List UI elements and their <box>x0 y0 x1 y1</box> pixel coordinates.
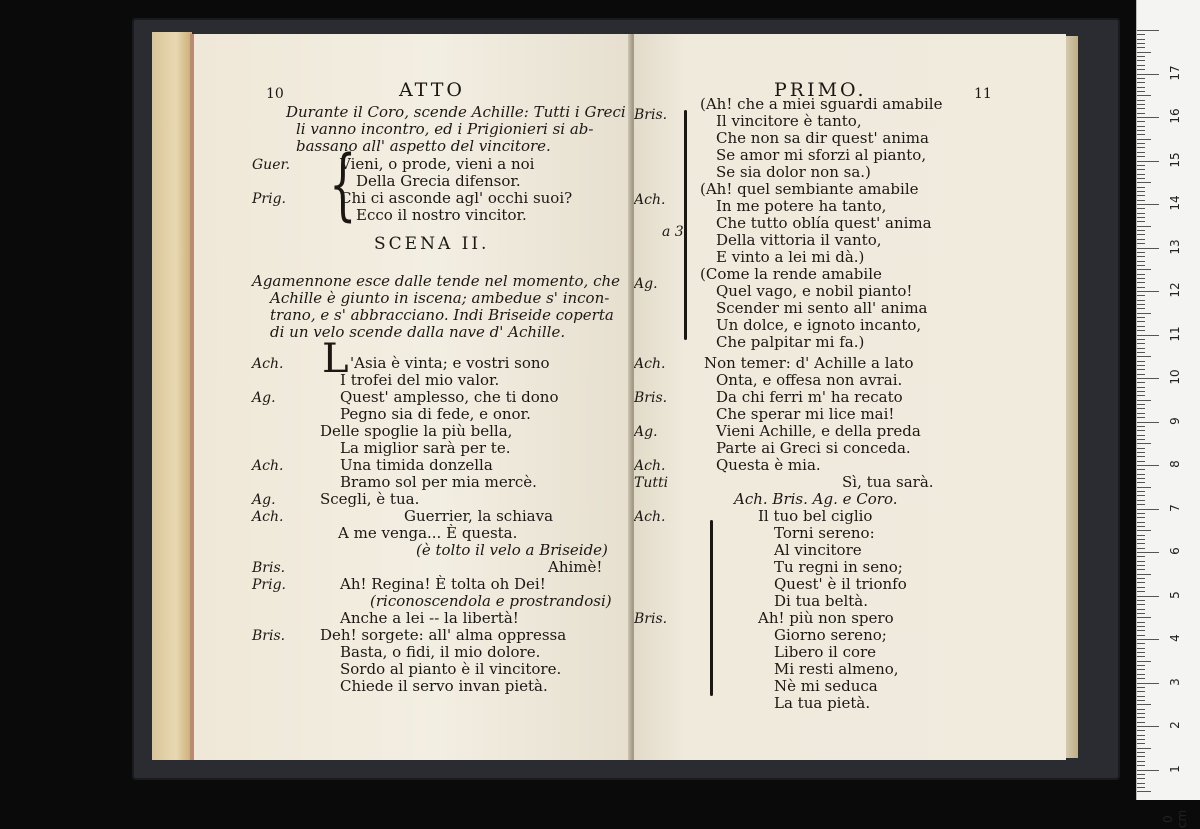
ruler-tick <box>1137 604 1145 605</box>
ruler-tick <box>1137 130 1145 131</box>
ruler-number: 2 <box>1168 721 1182 729</box>
ruler-tick <box>1137 474 1145 475</box>
ruler-tick <box>1137 622 1145 623</box>
ruler-tick <box>1137 735 1145 736</box>
ruler-tick <box>1137 117 1159 118</box>
ruler-tick <box>1137 700 1145 701</box>
ruler-tick <box>1137 526 1145 527</box>
ruler-tick <box>1137 339 1145 340</box>
ruler-tick <box>1137 221 1145 222</box>
ruler-tick <box>1137 495 1145 496</box>
ruler-tick <box>1137 513 1145 514</box>
ruler-tick <box>1137 30 1159 31</box>
verse-line: Delle spoglie la più bella, <box>320 422 513 440</box>
verse-line: Se sia dolor non sa.) <box>716 163 871 181</box>
verse-line: Quel vago, e nobil pianto! <box>716 282 913 300</box>
verse-line: Il vincitore è tanto, <box>716 112 862 130</box>
ruler-tick <box>1137 165 1145 166</box>
ruler-tick <box>1137 161 1159 162</box>
ruler-tick <box>1137 522 1145 523</box>
ruler-tick <box>1137 282 1145 283</box>
ruler-tick <box>1137 156 1145 157</box>
ruler-tick <box>1137 243 1145 244</box>
page-edge-left <box>152 32 192 760</box>
stage-direction-line: bassano all' aspetto del vincitore. <box>296 137 551 155</box>
verse-line: A me venga... È questa. <box>338 524 518 542</box>
trio-brace <box>684 110 687 340</box>
ruler-tick <box>1137 252 1145 253</box>
verse-line: Ah! Regina! È tolta oh Dei! <box>340 575 546 593</box>
running-head-right: PRIMO. <box>774 79 867 101</box>
ruler-tick <box>1137 561 1145 562</box>
ruler-tick <box>1137 756 1145 757</box>
ruler-tick <box>1137 783 1145 784</box>
ruler-tick <box>1137 661 1151 662</box>
speaker-label: Ach. <box>634 509 666 525</box>
ruler-tick <box>1137 87 1145 88</box>
ruler-tick <box>1137 278 1145 279</box>
ruler-tick <box>1137 539 1145 540</box>
ruler-tick <box>1137 565 1145 566</box>
verse-line: Se amor mi sforzi al pianto, <box>716 146 927 164</box>
ruler-tick <box>1137 452 1145 453</box>
ruler-number: 9 <box>1168 416 1182 425</box>
ruler-tick <box>1137 400 1151 401</box>
ruler-tick <box>1137 770 1159 771</box>
verse-line: Basta, o fidi, il mio dolore. <box>340 643 541 661</box>
ruler-tick <box>1137 487 1151 488</box>
speaker-label: Tutti <box>634 475 669 491</box>
ruler-tick <box>1137 422 1159 423</box>
verse-line: Torni sereno: <box>774 524 875 542</box>
verse-line: Non temer: d' Achille a lato <box>704 354 914 372</box>
ruler-tick <box>1137 739 1145 740</box>
ruler-number: 16 <box>1168 108 1182 124</box>
ruler-tick <box>1137 356 1151 357</box>
ruler-tick <box>1137 517 1145 518</box>
scene-heading: SCENA II. <box>374 234 490 254</box>
ruler-tick <box>1137 465 1159 466</box>
ruler-tick <box>1137 121 1145 122</box>
ruler-tick <box>1137 722 1145 723</box>
verse-line: Deh! sorgete: all' alma oppressa <box>320 626 567 644</box>
verse-line: Mi resti almeno, <box>774 660 899 678</box>
verse-line: Chi ci asconde agl' occhi suoi? <box>340 189 573 207</box>
ruler-tick <box>1137 491 1145 492</box>
ruler-tick <box>1137 413 1145 414</box>
ruler-tick <box>1137 234 1145 235</box>
speaker-label: Ach. <box>634 458 666 474</box>
ruler-tick <box>1137 200 1145 201</box>
ruler-tick <box>1137 69 1145 70</box>
ruler-tick <box>1137 387 1145 388</box>
stage-direction-line: Agamennone esce dalle tende nel momento, che <box>252 272 621 290</box>
verse-line: E vinto a lei mi dà.) <box>716 248 865 266</box>
ruler-tick <box>1137 417 1145 418</box>
ruler-tick <box>1137 39 1145 40</box>
ruler-tick <box>1137 600 1145 601</box>
verse-line: Vieni Achille, e della preda <box>716 422 921 440</box>
ruler-tick <box>1137 778 1145 779</box>
ruler-tick <box>1137 648 1145 649</box>
verse-line: Una timida donzella <box>340 456 493 474</box>
verse-line: Scegli, è tua. <box>320 490 420 508</box>
ruler-tick <box>1137 104 1145 105</box>
speaker-label: Ach. <box>252 356 284 372</box>
verse-line: (Ah! che a miei sguardi amabile <box>700 95 943 113</box>
verse-line: Ecco il nostro vincitor. <box>356 206 527 224</box>
ruler-tick <box>1137 730 1145 731</box>
ruler-number: 13 <box>1168 238 1182 255</box>
ruler-tick <box>1137 761 1145 762</box>
ruler-tick <box>1137 382 1145 383</box>
stage-direction-line: Achille è giunto in iscena; ambedue s' incon- <box>270 289 610 307</box>
ruler-tick <box>1137 78 1145 79</box>
stage-direction-line: Durante il Coro, scende Achille: Tutti i Greci <box>286 103 626 121</box>
ruler-tick <box>1137 313 1151 314</box>
ruler-tick <box>1137 182 1151 183</box>
ruler-tick <box>1137 34 1145 35</box>
ruler-tick <box>1137 765 1145 766</box>
finale-brace <box>710 520 713 696</box>
speaker-label: Bris. <box>252 628 286 644</box>
verse-line: 'Asia è vinta; e vostri sono <box>350 354 550 372</box>
ruler-tick <box>1137 265 1145 266</box>
ruler-tick <box>1137 582 1145 583</box>
speaker-label: Bris. <box>634 390 668 406</box>
ruler-tick <box>1137 304 1145 305</box>
verse-line: Vieni, o prode, vieni a noi <box>340 155 535 173</box>
ruler-tick <box>1137 317 1145 318</box>
speaker-label: Ag. <box>634 424 658 440</box>
ruler-tick <box>1137 535 1145 536</box>
ruler-tick <box>1137 226 1151 227</box>
ruler-number: 5 <box>1168 590 1182 599</box>
ruler-tick <box>1137 656 1145 657</box>
ruler-tick <box>1137 43 1145 44</box>
ruler-tick <box>1137 47 1145 48</box>
verse-line: Nè mi seduca <box>774 677 878 695</box>
ruler-tick <box>1137 82 1145 83</box>
verse-line: Al vincitore <box>774 541 862 559</box>
ruler-tick <box>1137 239 1145 240</box>
ruler-tick <box>1137 65 1145 66</box>
verse-line: Che tutto oblía quest' anima <box>716 214 932 232</box>
ruler-tick <box>1137 509 1159 510</box>
ruler-tick <box>1137 609 1145 610</box>
stage-direction-line: di un velo scende dalla nave d' Achille. <box>270 323 566 341</box>
drop-cap: L <box>322 336 349 382</box>
ruler-tick <box>1137 208 1145 209</box>
stage-direction-line: (riconoscendola e prostrandosi) <box>370 592 612 610</box>
ruler-tick <box>1137 113 1145 114</box>
verse-line: Quest' è il trionfo <box>774 575 907 593</box>
left-page <box>190 34 636 760</box>
ruler-tick <box>1137 365 1145 366</box>
speaker-label: Prig. <box>252 577 287 593</box>
ruler-number: 17 <box>1168 64 1182 81</box>
ruler-tick <box>1137 335 1159 336</box>
ruler-tick <box>1137 152 1145 153</box>
ruler-number: 11 <box>1168 325 1182 342</box>
verse-line: Pegno sia di fede, e onor. <box>340 405 531 423</box>
ruler-tick <box>1137 669 1145 670</box>
verse-line: Della vittoria il vanto, <box>716 231 882 249</box>
ruler-tick <box>1137 147 1145 148</box>
ruler-tick <box>1137 134 1145 135</box>
ruler-tick <box>1137 569 1145 570</box>
ruler-tick <box>1137 248 1159 249</box>
ruler-tick <box>1137 635 1145 636</box>
ruler-number: 6 <box>1168 547 1182 555</box>
ruler-tick <box>1137 287 1145 288</box>
speaker-label: Ach. <box>252 509 284 525</box>
ruler-tick <box>1137 709 1145 710</box>
ruler-tick <box>1137 791 1151 792</box>
chorus-brace: { <box>329 140 357 230</box>
stage-direction-line: Ach. Bris. Ag. e Coro. <box>734 490 898 508</box>
ruler-tick <box>1137 295 1145 296</box>
ruler-tick <box>1137 443 1151 444</box>
ruler-number: 4 <box>1168 634 1182 642</box>
stage-direction-line: trano, e s' abbracciano. Indi Briseide coperta <box>270 306 614 324</box>
speaker-label: Bris. <box>634 611 668 627</box>
verse-line: Della Grecia difensor. <box>356 172 521 190</box>
ruler-tick <box>1137 578 1145 579</box>
speaker-label: Ag. <box>634 276 658 292</box>
ruler-tick <box>1137 717 1145 718</box>
running-head-left: ATTO <box>399 79 465 101</box>
ruler-tick <box>1137 60 1145 61</box>
ruler-tick <box>1137 169 1145 170</box>
verse-line: Bramo sol per mia mercè. <box>340 473 537 491</box>
ruler-tick <box>1137 643 1145 644</box>
ruler-tick <box>1137 348 1145 349</box>
ruler-tick <box>1137 261 1145 262</box>
ruler-tick <box>1137 100 1145 101</box>
ruler-tick <box>1137 743 1145 744</box>
ruler-tick <box>1137 726 1159 727</box>
speaker-label: Ag. <box>252 390 276 406</box>
page-number-right: 11 <box>974 86 992 102</box>
ruler-tick <box>1137 391 1145 392</box>
ruler-tick <box>1137 630 1145 631</box>
speaker-label: Ag. <box>252 492 276 508</box>
ruler-tick <box>1137 269 1151 270</box>
verse-line: Che non sa dir quest' anima <box>716 129 929 147</box>
ruler-number: 8 <box>1168 460 1182 468</box>
ruler-tick <box>1137 91 1145 92</box>
verse-line: Che sperar mi lice mai! <box>716 405 895 423</box>
right-page <box>634 34 1066 760</box>
ruler-tick <box>1137 469 1145 470</box>
verse-line: Onta, e offesa non avrai. <box>716 371 903 389</box>
verse-line: Ahimè! <box>548 558 603 576</box>
verse-line: La tua pietà. <box>774 694 871 712</box>
ruler-tick <box>1137 395 1145 396</box>
verse-line: Questa è mia. <box>716 456 821 474</box>
ruler-tick <box>1137 461 1145 462</box>
ruler-tick <box>1137 343 1145 344</box>
ruler-tick <box>1137 256 1145 257</box>
ruler-tick <box>1137 591 1145 592</box>
ruler-tick <box>1137 556 1145 557</box>
ruler-tick <box>1137 191 1145 192</box>
verse-line: Da chi ferri m' ha recato <box>716 388 903 406</box>
ruler-tick <box>1137 530 1151 531</box>
ruler-tick <box>1137 300 1145 301</box>
ruler-tick <box>1137 639 1159 640</box>
ruler-tick <box>1137 435 1145 436</box>
ruler-tick <box>1137 652 1145 653</box>
verse-line: In me potere ha tanto, <box>716 197 887 215</box>
ruler-tick <box>1137 369 1145 370</box>
speaker-label: Bris. <box>634 107 668 123</box>
verse-line: Il tuo bel ciglio <box>758 507 873 525</box>
ruler-tick <box>1137 74 1159 75</box>
speaker-label: Guer. <box>252 157 291 173</box>
ruler-tick <box>1137 217 1145 218</box>
ruler-tick <box>1137 213 1145 214</box>
ruler-tick <box>1137 308 1145 309</box>
ruler-tick <box>1137 617 1151 618</box>
ruler-tick <box>1137 52 1151 53</box>
ruler-tick <box>1137 326 1145 327</box>
verse-line: Chiede il servo invan pietà. <box>340 677 548 695</box>
verse-line: Un dolce, e ignoto incanto, <box>716 316 922 334</box>
verse-line: Tu regni in seno; <box>774 558 903 576</box>
verse-line: I trofei del mio valor. <box>340 371 500 389</box>
ruler-tick <box>1137 548 1145 549</box>
ruler-tick <box>1137 665 1145 666</box>
ruler-tick <box>1137 430 1145 431</box>
ruler-tick <box>1137 426 1145 427</box>
ruler-number: 12 <box>1168 282 1182 298</box>
verse-line: Giorno sereno; <box>774 626 887 644</box>
speaker-label: Ach. <box>634 356 666 372</box>
ruler-tick <box>1137 143 1145 144</box>
ruler-tick <box>1137 174 1145 175</box>
verse-line: Quest' amplesso, che ti dono <box>340 388 559 406</box>
ruler-tick <box>1137 713 1145 714</box>
ruler-tick <box>1137 596 1159 597</box>
verse-line: Ah! più non spero <box>758 609 894 627</box>
ruler-tick <box>1137 126 1145 127</box>
ruler-tick <box>1137 574 1151 575</box>
ruler-tick <box>1137 178 1145 179</box>
ruler-tick <box>1137 274 1145 275</box>
ruler-tick <box>1137 748 1151 749</box>
ruler-tick <box>1137 687 1145 688</box>
ruler-tick <box>1137 674 1145 675</box>
ruler-tick <box>1137 552 1159 553</box>
stage-direction-line: (è tolto il velo a Briseide) <box>416 541 608 559</box>
page-edge-right <box>1064 36 1078 758</box>
verse-line: (Come la rende amabile <box>700 265 882 283</box>
ruler-tick <box>1137 543 1145 544</box>
ruler-number: 1 <box>1168 764 1182 773</box>
ruler-tick <box>1137 139 1151 140</box>
ruler-tick <box>1137 752 1145 753</box>
stage-direction-line: li vanno incontro, ed i Prigionieri si ab- <box>296 120 594 138</box>
ruler-number: 14 <box>1168 195 1182 211</box>
verse-line: Sì, tua sarà. <box>842 473 934 491</box>
speaker-label: Ach. <box>634 192 666 208</box>
ruler-tick <box>1137 774 1145 775</box>
ruler-tick <box>1137 187 1145 188</box>
ruler-number: 10 <box>1168 369 1182 385</box>
ruler-number: 7 <box>1168 503 1182 512</box>
ruler-tick <box>1137 439 1145 440</box>
verse-line: Anche a lei -- la libertà! <box>340 609 519 627</box>
verse-line: Sordo al pianto è il vincitore. <box>340 660 562 678</box>
ruler-tick <box>1137 291 1159 292</box>
ruler-tick <box>1137 500 1145 501</box>
verse-line: Scender mi sento all' anima <box>716 299 928 317</box>
verse-line: (Ah! quel sembiante amabile <box>700 180 919 198</box>
ruler-tick <box>1137 230 1145 231</box>
speaker-label: Bris. <box>252 560 286 576</box>
ruler-tick <box>1137 448 1145 449</box>
ruler-tick <box>1137 56 1145 57</box>
verse-line: Parte ai Greci si conceda. <box>716 439 911 457</box>
ruler-tick <box>1137 678 1145 679</box>
verse-line: Guerrier, la schiava <box>404 507 554 525</box>
ruler-tick <box>1137 378 1159 379</box>
ruler-tick <box>1137 330 1145 331</box>
ruler-number: 0 cm <box>1161 809 1189 829</box>
speaker-label: Ach. <box>252 458 284 474</box>
ruler-number: 3 <box>1168 677 1182 686</box>
ruler-tick <box>1137 704 1151 705</box>
verse-line: Di tua beltà. <box>774 592 869 610</box>
verse-line: Libero il core <box>774 643 877 661</box>
ruler-tick <box>1137 456 1145 457</box>
speaker-label: Prig. <box>252 191 287 207</box>
ruler-tick <box>1137 204 1159 205</box>
ruler-tick <box>1137 374 1145 375</box>
ruler-tick <box>1137 478 1145 479</box>
ruler-tick <box>1137 613 1145 614</box>
ruler-tick <box>1137 408 1145 409</box>
ruler-tick <box>1137 787 1145 788</box>
ruler-tick <box>1137 504 1145 505</box>
ruler-tick <box>1137 404 1145 405</box>
ruler-tick <box>1137 482 1145 483</box>
ruler-tick <box>1137 683 1159 684</box>
ruler-tick <box>1137 626 1145 627</box>
verse-line: Che palpitar mi fa.) <box>716 333 865 351</box>
trio-marker: a 3 <box>662 224 684 240</box>
page-number-left: 10 <box>266 86 284 102</box>
ruler-tick <box>1137 195 1145 196</box>
ruler-tick <box>1137 587 1145 588</box>
verse-line: La miglior sarà per te. <box>340 439 511 457</box>
ruler-tick <box>1137 691 1145 692</box>
measurement-ruler <box>1136 0 1200 829</box>
ruler-tick <box>1137 361 1145 362</box>
ruler-tick <box>1137 95 1151 96</box>
ruler-tick <box>1137 321 1145 322</box>
ruler-tick <box>1137 352 1145 353</box>
ruler-tick <box>1137 696 1145 697</box>
ruler-number: 15 <box>1168 151 1182 168</box>
ruler-tick <box>1137 108 1145 109</box>
